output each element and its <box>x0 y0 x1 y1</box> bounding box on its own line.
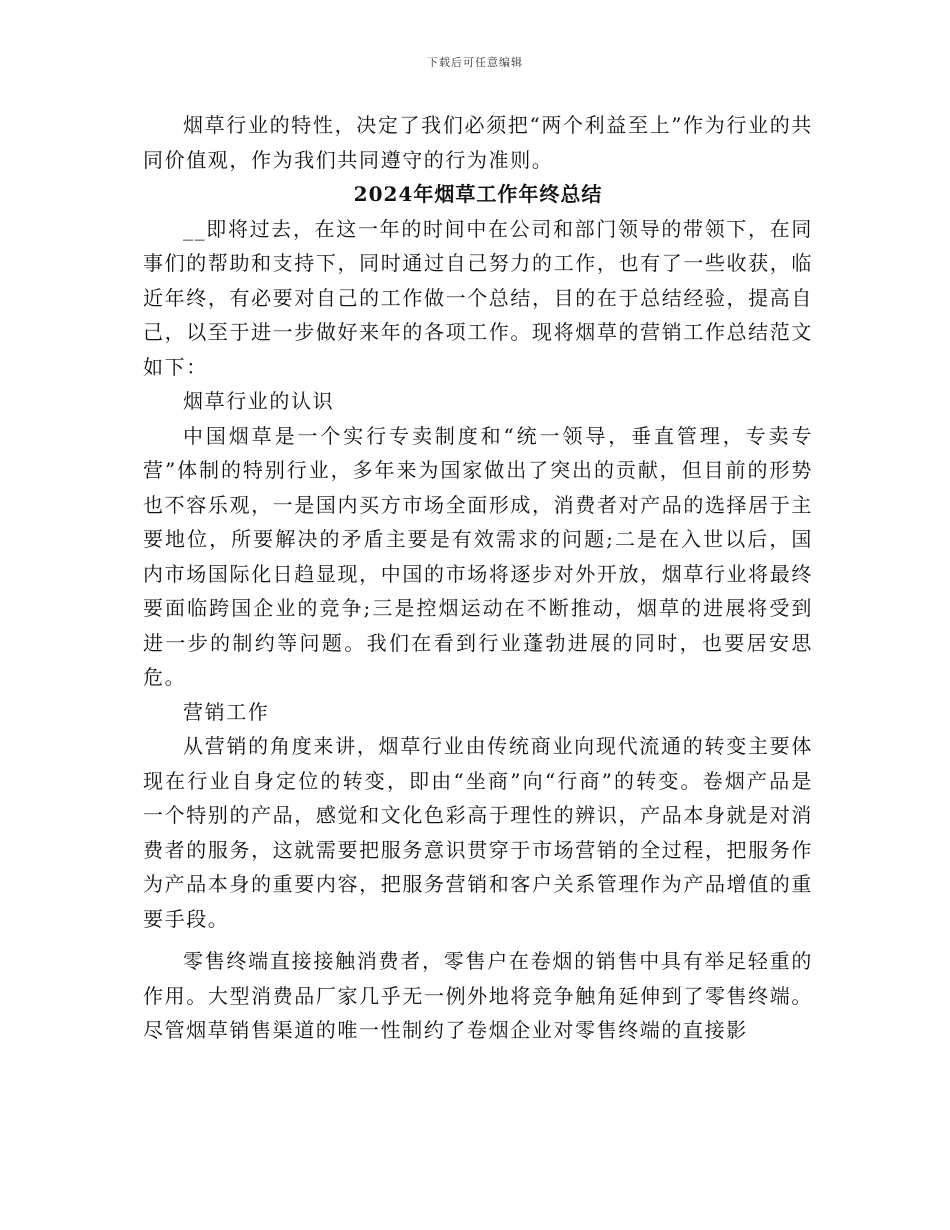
retail-paragraph: 零售终端直接接触消费者，零售户在卷烟的销售中具有举足轻重的作用。大型消费品厂家几乎无一例外地将竞争触角延伸到了零售终端。尽管烟草销售渠道的唯一性制约了卷烟企业对零售终端的直接影 <box>143 949 813 1042</box>
document-title: 2024年烟草工作年终总结 <box>353 182 603 206</box>
page-header-note: 下载后可任意编辑 <box>427 56 523 69</box>
industry-paragraph: 中国烟草是一个实行专卖制度和“统一领导，垂直管理，专卖专营”体制的特别行业，多年来为国家做出了突出的贡献，但目前的形势也不容乐观，一是国内买方市场全面形成，消费者对产品的选择居于主要地位，所要解决的矛盾主要是有效需求的问题;二是在入世以后，国内市场国际化日趋显现，中国的市场将逐步对外开放，烟草行业将最终要面临跨国企业的竞争;三是控烟运动在不断推动，烟草的进展将受到进一步的制约等问题。我们在看到行业蓬勃进展的同时，也要居安思危。 <box>143 423 813 689</box>
document-body <box>143 108 813 1048</box>
marketing-paragraph: 从营销的角度来讲，烟草行业由传统商业向现代流通的转变主要体现在行业自身定位的转变，即由“坐商”向“行商”的转变。卷烟产品是一个特别的产品，感觉和文化色彩高于理性的辨识，产品本身就是对消费者的服务，这就需要把服务意识贯穿于市场营销的全过程，把服务作为产品本身的重要内容，把服务营销和客户关系管理作为产品增值的重要手段。 <box>143 734 813 931</box>
summary-paragraph: __即将过去，在这一年的时间中在公司和部门领导的带领下，在同事们的帮助和支持下，同时通过自己努力的工作，也有了一些收获，临近年终，有必要对自己的工作做一个总结，目的在于总结经验，提高自己，以至于进一步做好来年的各项工作。现将烟草的营销工作总结范文如下： <box>143 216 813 379</box>
intro-paragraph: 烟草行业的特性，决定了我们必须把“两个利益至上”作为行业的共同价值观，作为我们共同遵守的行为准则。 <box>143 113 813 172</box>
section-heading-marketing: 营销工作 <box>183 699 270 724</box>
section-heading-industry: 烟草行业的认识 <box>183 389 335 413</box>
